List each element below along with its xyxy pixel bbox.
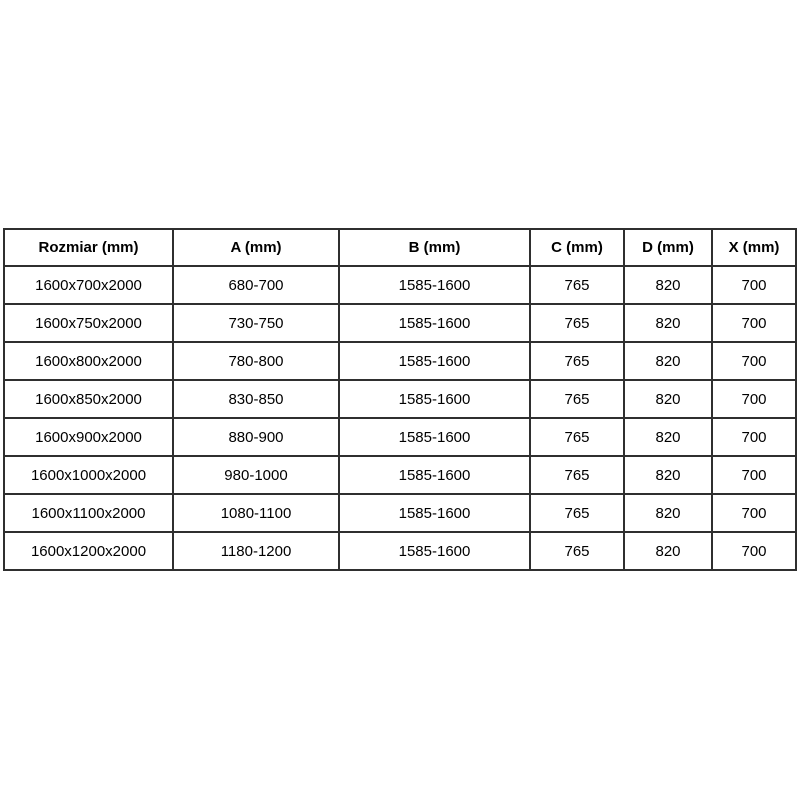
cell-rozmiar: 1600x900x2000	[4, 418, 173, 456]
cell-d: 820	[624, 532, 712, 570]
cell-c: 765	[530, 456, 624, 494]
table-row	[4, 304, 796, 342]
cell-b: 1585-1600	[339, 532, 530, 570]
table-row	[4, 494, 796, 532]
table-row	[4, 418, 796, 456]
cell-x: 700	[712, 532, 796, 570]
cell-x: 700	[712, 304, 796, 342]
table-row	[4, 342, 796, 380]
cell-rozmiar: 1600x700x2000	[4, 266, 173, 304]
size-spec-table	[3, 228, 797, 571]
cell-a: 1180-1200	[173, 532, 339, 570]
table-row	[4, 266, 796, 304]
cell-c: 765	[530, 380, 624, 418]
cell-rozmiar: 1600x1000x2000	[4, 456, 173, 494]
cell-d: 820	[624, 418, 712, 456]
column-header-d: D (mm)	[624, 229, 712, 266]
cell-rozmiar: 1600x1200x2000	[4, 532, 173, 570]
cell-d: 820	[624, 380, 712, 418]
column-header-a: A (mm)	[173, 229, 339, 266]
cell-c: 765	[530, 532, 624, 570]
cell-d: 820	[624, 494, 712, 532]
cell-x: 700	[712, 342, 796, 380]
cell-c: 765	[530, 418, 624, 456]
cell-d: 820	[624, 266, 712, 304]
cell-c: 765	[530, 342, 624, 380]
cell-a: 830-850	[173, 380, 339, 418]
cell-rozmiar: 1600x750x2000	[4, 304, 173, 342]
table-row	[4, 456, 796, 494]
cell-a: 780-800	[173, 342, 339, 380]
cell-a: 980-1000	[173, 456, 339, 494]
cell-b: 1585-1600	[339, 266, 530, 304]
cell-c: 765	[530, 304, 624, 342]
cell-rozmiar: 1600x850x2000	[4, 380, 173, 418]
cell-x: 700	[712, 380, 796, 418]
cell-d: 820	[624, 456, 712, 494]
table-row	[4, 532, 796, 570]
cell-d: 820	[624, 342, 712, 380]
cell-b: 1585-1600	[339, 304, 530, 342]
cell-b: 1585-1600	[339, 494, 530, 532]
cell-b: 1585-1600	[339, 380, 530, 418]
cell-x: 700	[712, 266, 796, 304]
cell-a: 1080-1100	[173, 494, 339, 532]
cell-a: 880-900	[173, 418, 339, 456]
cell-b: 1585-1600	[339, 418, 530, 456]
table-body	[4, 266, 796, 570]
cell-rozmiar: 1600x800x2000	[4, 342, 173, 380]
column-header-rozmiar: Rozmiar (mm)	[4, 229, 173, 266]
cell-b: 1585-1600	[339, 342, 530, 380]
size-spec-table-container	[3, 228, 795, 571]
cell-a: 730-750	[173, 304, 339, 342]
cell-b: 1585-1600	[339, 456, 530, 494]
column-header-x: X (mm)	[712, 229, 796, 266]
cell-c: 765	[530, 494, 624, 532]
cell-rozmiar: 1600x1100x2000	[4, 494, 173, 532]
column-header-c: C (mm)	[530, 229, 624, 266]
cell-x: 700	[712, 418, 796, 456]
column-header-b: B (mm)	[339, 229, 530, 266]
cell-x: 700	[712, 494, 796, 532]
cell-a: 680-700	[173, 266, 339, 304]
cell-c: 765	[530, 266, 624, 304]
table-header-row	[4, 229, 796, 266]
cell-d: 820	[624, 304, 712, 342]
cell-x: 700	[712, 456, 796, 494]
table-row	[4, 380, 796, 418]
